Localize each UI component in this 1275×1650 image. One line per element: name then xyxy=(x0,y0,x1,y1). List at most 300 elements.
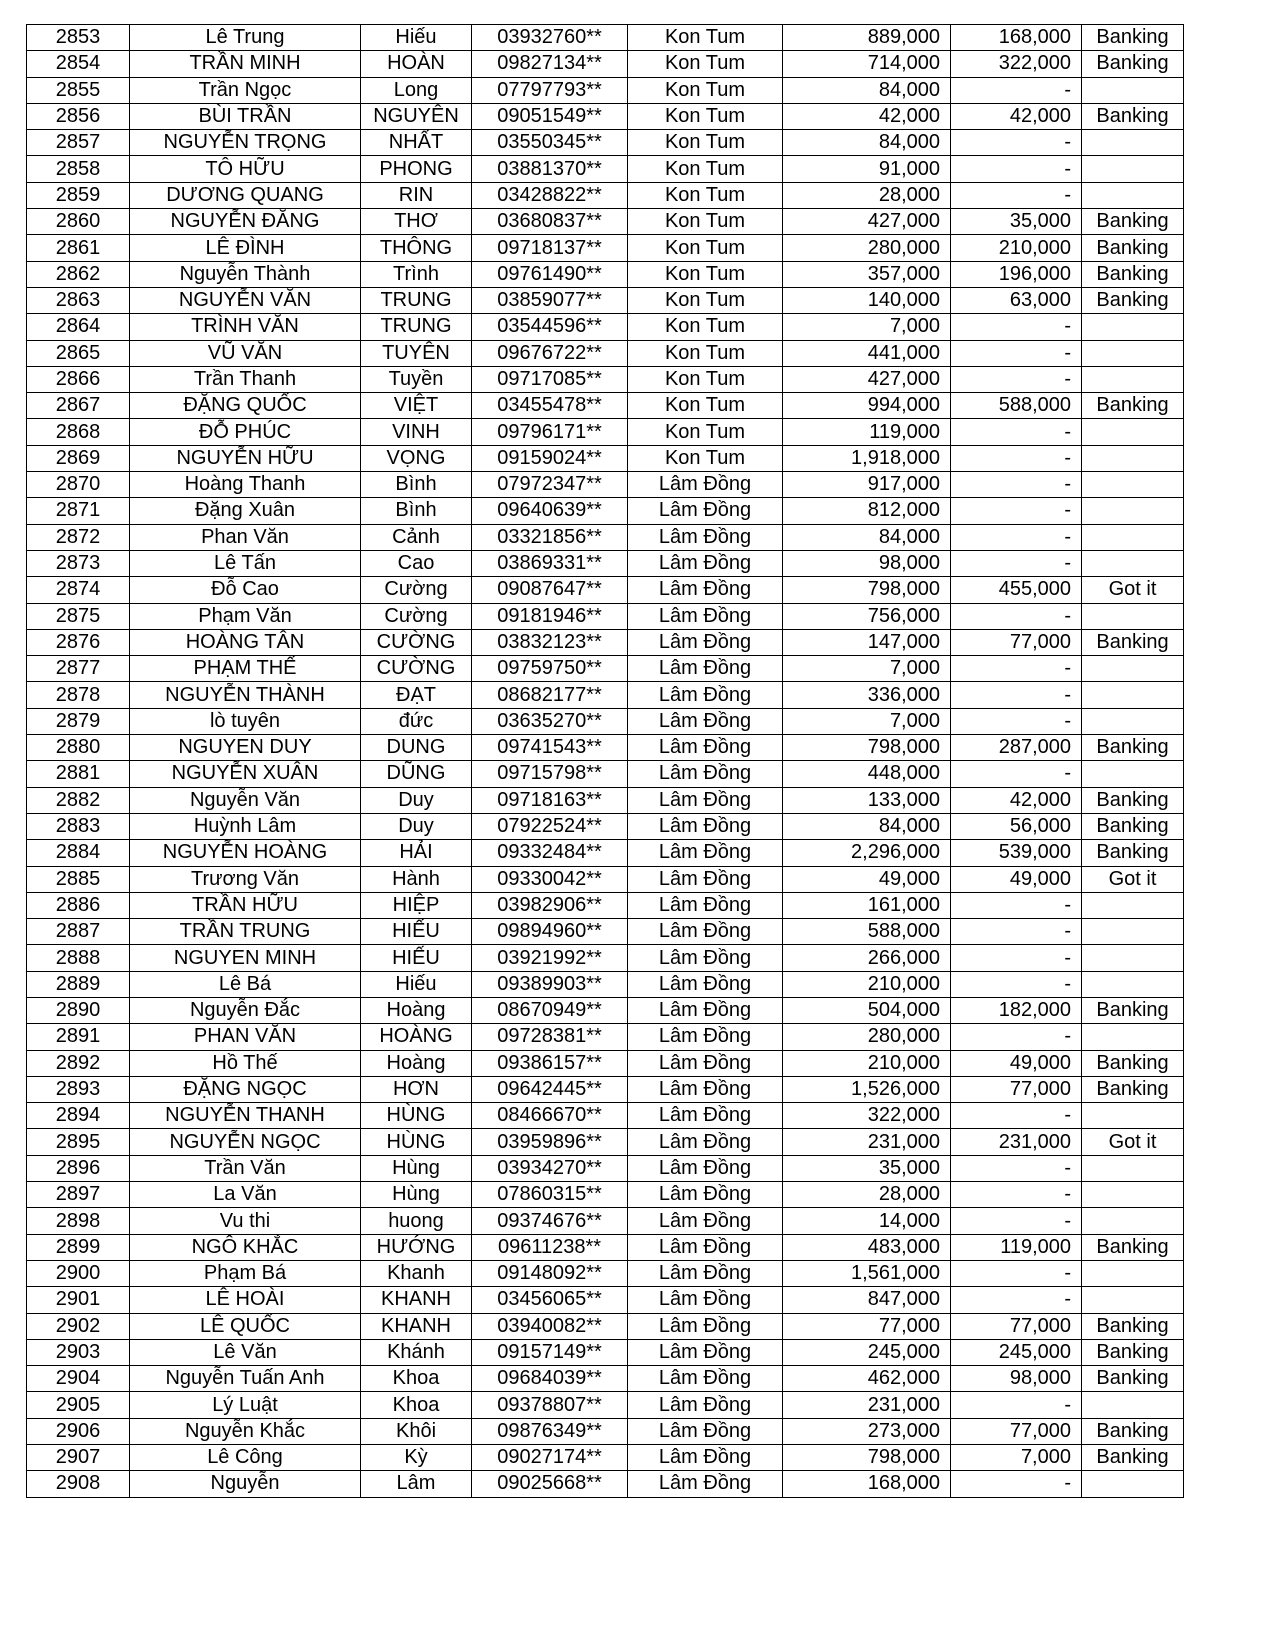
phone-cell: 09759750** xyxy=(472,656,628,682)
given-name-cell: huong xyxy=(361,1208,472,1234)
phone-cell: 07922524** xyxy=(472,813,628,839)
row-number-cell: 2881 xyxy=(27,761,130,787)
row-number-cell: 2878 xyxy=(27,682,130,708)
amount-cell: 49,000 xyxy=(783,866,951,892)
paid-amount-cell: - xyxy=(951,1471,1082,1497)
payment-method-cell xyxy=(1082,1260,1184,1286)
paid-amount-cell: - xyxy=(951,682,1082,708)
phone-cell: 09728381** xyxy=(472,1024,628,1050)
surname-cell: Trương Văn xyxy=(130,866,361,892)
amount-cell: 98,000 xyxy=(783,550,951,576)
given-name-cell: Khôi xyxy=(361,1418,472,1444)
province-cell: Kon Tum xyxy=(628,314,783,340)
paid-amount-cell: - xyxy=(951,340,1082,366)
province-cell: Kon Tum xyxy=(628,419,783,445)
given-name-cell: ĐẠT xyxy=(361,682,472,708)
amount-cell: 322,000 xyxy=(783,1103,951,1129)
table-row xyxy=(27,787,1184,813)
table-row xyxy=(27,445,1184,471)
payment-method-cell: Banking xyxy=(1082,1366,1184,1392)
paid-amount-cell: 7,000 xyxy=(951,1445,1082,1471)
table-row xyxy=(27,51,1184,77)
surname-cell: La Văn xyxy=(130,1182,361,1208)
amount-cell: 28,000 xyxy=(783,182,951,208)
payment-method-cell xyxy=(1082,472,1184,498)
row-number-cell: 2872 xyxy=(27,524,130,550)
phone-cell: 09761490** xyxy=(472,261,628,287)
payment-method-cell xyxy=(1082,1103,1184,1129)
amount-cell: 847,000 xyxy=(783,1287,951,1313)
phone-cell: 03428822** xyxy=(472,182,628,208)
row-number-cell: 2858 xyxy=(27,156,130,182)
row-number-cell: 2890 xyxy=(27,997,130,1023)
province-cell: Lâm Đồng xyxy=(628,813,783,839)
amount-cell: 336,000 xyxy=(783,682,951,708)
given-name-cell: NHẤT xyxy=(361,130,472,156)
phone-cell: 03921992** xyxy=(472,945,628,971)
phone-cell: 09389903** xyxy=(472,971,628,997)
row-number-cell: 2869 xyxy=(27,445,130,471)
payment-method-cell xyxy=(1082,945,1184,971)
table-row xyxy=(27,892,1184,918)
province-cell: Lâm Đồng xyxy=(628,787,783,813)
amount-cell: 119,000 xyxy=(783,419,951,445)
table-row xyxy=(27,1339,1184,1365)
row-number-cell: 2887 xyxy=(27,919,130,945)
table-row xyxy=(27,314,1184,340)
given-name-cell: Hành xyxy=(361,866,472,892)
row-number-cell: 2907 xyxy=(27,1445,130,1471)
surname-cell: ĐẶNG QUỐC xyxy=(130,393,361,419)
surname-cell: Lý Luật xyxy=(130,1392,361,1418)
paid-amount-cell: - xyxy=(951,314,1082,340)
table-row xyxy=(27,813,1184,839)
row-number-cell: 2892 xyxy=(27,1050,130,1076)
payment-method-cell xyxy=(1082,498,1184,524)
payment-method-cell: Banking xyxy=(1082,629,1184,655)
row-number-cell: 2859 xyxy=(27,182,130,208)
given-name-cell: Duy xyxy=(361,813,472,839)
surname-cell: ĐỖ PHÚC xyxy=(130,419,361,445)
amount-cell: 1,561,000 xyxy=(783,1260,951,1286)
amount-cell: 889,000 xyxy=(783,25,951,51)
payment-method-cell: Banking xyxy=(1082,1445,1184,1471)
given-name-cell: HIẾU xyxy=(361,919,472,945)
phone-cell: 09332484** xyxy=(472,840,628,866)
surname-cell: Phan Văn xyxy=(130,524,361,550)
table-row xyxy=(27,945,1184,971)
paid-amount-cell: 56,000 xyxy=(951,813,1082,839)
province-cell: Lâm Đồng xyxy=(628,1050,783,1076)
province-cell: Lâm Đồng xyxy=(628,1208,783,1234)
payment-method-cell xyxy=(1082,524,1184,550)
given-name-cell: Hùng xyxy=(361,1155,472,1181)
table-row xyxy=(27,472,1184,498)
given-name-cell: HẢI xyxy=(361,840,472,866)
table-row xyxy=(27,1260,1184,1286)
amount-cell: 7,000 xyxy=(783,708,951,734)
row-number-cell: 2894 xyxy=(27,1103,130,1129)
phone-cell: 09876349** xyxy=(472,1418,628,1444)
table-row xyxy=(27,209,1184,235)
table-row xyxy=(27,156,1184,182)
amount-cell: 28,000 xyxy=(783,1182,951,1208)
amount-cell: 84,000 xyxy=(783,524,951,550)
phone-cell: 09718137** xyxy=(472,235,628,261)
table-row xyxy=(27,550,1184,576)
amount-cell: 280,000 xyxy=(783,1024,951,1050)
row-number-cell: 2902 xyxy=(27,1313,130,1339)
amount-cell: 273,000 xyxy=(783,1418,951,1444)
amount-cell: 441,000 xyxy=(783,340,951,366)
surname-cell: Đỗ Cao xyxy=(130,577,361,603)
row-number-cell: 2870 xyxy=(27,472,130,498)
province-cell: Kon Tum xyxy=(628,261,783,287)
surname-cell: NGUYỄN HOÀNG xyxy=(130,840,361,866)
surname-cell: Nguyễn xyxy=(130,1471,361,1497)
paid-amount-cell: - xyxy=(951,550,1082,576)
province-cell: Lâm Đồng xyxy=(628,919,783,945)
surname-cell: NGUYỄN TRỌNG xyxy=(130,130,361,156)
row-number-cell: 2855 xyxy=(27,77,130,103)
amount-cell: 588,000 xyxy=(783,919,951,945)
payment-method-cell xyxy=(1082,761,1184,787)
paid-amount-cell: 77,000 xyxy=(951,629,1082,655)
paid-amount-cell: 77,000 xyxy=(951,1076,1082,1102)
surname-cell: PHAN VĂN xyxy=(130,1024,361,1050)
table-row xyxy=(27,682,1184,708)
payment-method-cell xyxy=(1082,130,1184,156)
surname-cell: Đặng Xuân xyxy=(130,498,361,524)
paid-amount-cell: - xyxy=(951,445,1082,471)
amount-cell: 280,000 xyxy=(783,235,951,261)
table-row xyxy=(27,1103,1184,1129)
phone-cell: 09025668** xyxy=(472,1471,628,1497)
province-cell: Lâm Đồng xyxy=(628,708,783,734)
row-number-cell: 2860 xyxy=(27,209,130,235)
phone-cell: 03940082** xyxy=(472,1313,628,1339)
table-row xyxy=(27,498,1184,524)
amount-cell: 756,000 xyxy=(783,603,951,629)
table-row xyxy=(27,997,1184,1023)
surname-cell: NGUYỄN XUÂN xyxy=(130,761,361,787)
payment-method-cell xyxy=(1082,1155,1184,1181)
amount-cell: 210,000 xyxy=(783,1050,951,1076)
province-cell: Lâm Đồng xyxy=(628,629,783,655)
table-row xyxy=(27,1155,1184,1181)
amount-cell: 147,000 xyxy=(783,629,951,655)
amount-cell: 357,000 xyxy=(783,261,951,287)
table-row xyxy=(27,1418,1184,1444)
table-row xyxy=(27,656,1184,682)
row-number-cell: 2868 xyxy=(27,419,130,445)
payment-method-cell xyxy=(1082,156,1184,182)
phone-cell: 09894960** xyxy=(472,919,628,945)
given-name-cell: VỌNG xyxy=(361,445,472,471)
province-cell: Lâm Đồng xyxy=(628,1155,783,1181)
paid-amount-cell: - xyxy=(951,1103,1082,1129)
phone-cell: 09386157** xyxy=(472,1050,628,1076)
phone-cell: 03859077** xyxy=(472,287,628,313)
province-cell: Kon Tum xyxy=(628,25,783,51)
given-name-cell: HƯỚNG xyxy=(361,1234,472,1260)
amount-cell: 2,296,000 xyxy=(783,840,951,866)
given-name-cell: THƠ xyxy=(361,209,472,235)
surname-cell: NGÔ KHẮC xyxy=(130,1234,361,1260)
table-row xyxy=(27,1076,1184,1102)
table-row xyxy=(27,182,1184,208)
table-row xyxy=(27,919,1184,945)
province-cell: Lâm Đồng xyxy=(628,1129,783,1155)
payment-method-cell: Banking xyxy=(1082,1418,1184,1444)
paid-amount-cell: 539,000 xyxy=(951,840,1082,866)
province-cell: Lâm Đồng xyxy=(628,945,783,971)
payment-method-cell: Banking xyxy=(1082,1313,1184,1339)
given-name-cell: NGUYÊN xyxy=(361,103,472,129)
province-cell: Kon Tum xyxy=(628,393,783,419)
payment-method-cell: Banking xyxy=(1082,51,1184,77)
paid-amount-cell: 42,000 xyxy=(951,787,1082,813)
payment-method-cell xyxy=(1082,603,1184,629)
paid-amount-cell: 588,000 xyxy=(951,393,1082,419)
surname-cell: NGUYEN DUY xyxy=(130,735,361,761)
paid-amount-cell: 210,000 xyxy=(951,235,1082,261)
phone-cell: 03881370** xyxy=(472,156,628,182)
payment-method-cell xyxy=(1082,314,1184,340)
given-name-cell: Duy xyxy=(361,787,472,813)
given-name-cell: Cường xyxy=(361,603,472,629)
payment-method-cell: Banking xyxy=(1082,261,1184,287)
phone-cell: 03869331** xyxy=(472,550,628,576)
payment-method-cell xyxy=(1082,1392,1184,1418)
province-cell: Kon Tum xyxy=(628,130,783,156)
payment-method-cell: Banking xyxy=(1082,1050,1184,1076)
surname-cell: VŨ VĂN xyxy=(130,340,361,366)
paid-amount-cell: - xyxy=(951,1182,1082,1208)
surname-cell: PHẠM THẾ xyxy=(130,656,361,682)
row-number-cell: 2864 xyxy=(27,314,130,340)
payment-method-cell xyxy=(1082,366,1184,392)
amount-cell: 1,526,000 xyxy=(783,1076,951,1102)
surname-cell: LÊ ĐÌNH xyxy=(130,235,361,261)
table-row xyxy=(27,366,1184,392)
table-row xyxy=(27,25,1184,51)
payment-method-cell xyxy=(1082,445,1184,471)
paid-amount-cell: 168,000 xyxy=(951,25,1082,51)
paid-amount-cell: - xyxy=(951,77,1082,103)
payment-method-cell xyxy=(1082,550,1184,576)
row-number-cell: 2875 xyxy=(27,603,130,629)
payment-method-cell xyxy=(1082,340,1184,366)
row-number-cell: 2867 xyxy=(27,393,130,419)
paid-amount-cell: - xyxy=(951,1208,1082,1234)
given-name-cell: Hùng xyxy=(361,1182,472,1208)
amount-cell: 7,000 xyxy=(783,314,951,340)
payment-method-cell: Banking xyxy=(1082,735,1184,761)
table-row xyxy=(27,708,1184,734)
province-cell: Lâm Đồng xyxy=(628,1418,783,1444)
surname-cell: Nguyễn Tuấn Anh xyxy=(130,1366,361,1392)
row-number-cell: 2897 xyxy=(27,1182,130,1208)
amount-cell: 231,000 xyxy=(783,1392,951,1418)
paid-amount-cell: 49,000 xyxy=(951,866,1082,892)
paid-amount-cell: - xyxy=(951,656,1082,682)
amount-cell: 994,000 xyxy=(783,393,951,419)
surname-cell: TRẦN MINH xyxy=(130,51,361,77)
table-row xyxy=(27,603,1184,629)
table-row xyxy=(27,840,1184,866)
paid-amount-cell: 196,000 xyxy=(951,261,1082,287)
row-number-cell: 2901 xyxy=(27,1287,130,1313)
province-cell: Lâm Đồng xyxy=(628,577,783,603)
given-name-cell: TRUNG xyxy=(361,287,472,313)
row-number-cell: 2862 xyxy=(27,261,130,287)
phone-cell: 03932760** xyxy=(472,25,628,51)
row-number-cell: 2876 xyxy=(27,629,130,655)
row-number-cell: 2873 xyxy=(27,550,130,576)
surname-cell: Hoàng Thanh xyxy=(130,472,361,498)
surname-cell: NGUYỄN THANH xyxy=(130,1103,361,1129)
province-cell: Lâm Đồng xyxy=(628,997,783,1023)
province-cell: Kon Tum xyxy=(628,103,783,129)
table-row xyxy=(27,1287,1184,1313)
given-name-cell: KHANH xyxy=(361,1287,472,1313)
table-row xyxy=(27,1366,1184,1392)
given-name-cell: Kỳ xyxy=(361,1445,472,1471)
surname-cell: Lê Bá xyxy=(130,971,361,997)
surname-cell: Phạm Bá xyxy=(130,1260,361,1286)
paid-amount-cell: - xyxy=(951,1287,1082,1313)
payment-method-cell xyxy=(1082,1471,1184,1497)
table-row xyxy=(27,1182,1184,1208)
amount-cell: 812,000 xyxy=(783,498,951,524)
province-cell: Kon Tum xyxy=(628,235,783,261)
amount-cell: 161,000 xyxy=(783,892,951,918)
province-cell: Lâm Đồng xyxy=(628,1287,783,1313)
paid-amount-cell: 182,000 xyxy=(951,997,1082,1023)
paid-amount-cell: - xyxy=(951,524,1082,550)
row-number-cell: 2879 xyxy=(27,708,130,734)
paid-amount-cell: 77,000 xyxy=(951,1418,1082,1444)
amount-cell: 42,000 xyxy=(783,103,951,129)
row-number-cell: 2896 xyxy=(27,1155,130,1181)
surname-cell: Nguyễn Khắc xyxy=(130,1418,361,1444)
row-number-cell: 2871 xyxy=(27,498,130,524)
phone-cell: 03550345** xyxy=(472,130,628,156)
row-number-cell: 2895 xyxy=(27,1129,130,1155)
province-cell: Lâm Đồng xyxy=(628,1260,783,1286)
row-number-cell: 2906 xyxy=(27,1418,130,1444)
amount-cell: 7,000 xyxy=(783,656,951,682)
row-number-cell: 2899 xyxy=(27,1234,130,1260)
surname-cell: ĐẶNG NGỌC xyxy=(130,1076,361,1102)
phone-cell: 09087647** xyxy=(472,577,628,603)
surname-cell: Hồ Thế xyxy=(130,1050,361,1076)
given-name-cell: Hiếu xyxy=(361,25,472,51)
row-number-cell: 2908 xyxy=(27,1471,130,1497)
paid-amount-cell: - xyxy=(951,1260,1082,1286)
phone-cell: 09715798** xyxy=(472,761,628,787)
table-row xyxy=(27,1208,1184,1234)
amount-cell: 35,000 xyxy=(783,1155,951,1181)
payment-method-cell xyxy=(1082,182,1184,208)
given-name-cell: VIỆT xyxy=(361,393,472,419)
surname-cell: Lê Công xyxy=(130,1445,361,1471)
given-name-cell: Khanh xyxy=(361,1260,472,1286)
row-number-cell: 2877 xyxy=(27,656,130,682)
province-cell: Lâm Đồng xyxy=(628,1234,783,1260)
phone-cell: 08682177** xyxy=(472,682,628,708)
amount-cell: 483,000 xyxy=(783,1234,951,1260)
surname-cell: NGUYỄN THÀNH xyxy=(130,682,361,708)
payment-method-cell: Banking xyxy=(1082,1076,1184,1102)
table-row xyxy=(27,971,1184,997)
given-name-cell: HÙNG xyxy=(361,1129,472,1155)
payment-method-cell: Banking xyxy=(1082,1339,1184,1365)
phone-cell: 09640639** xyxy=(472,498,628,524)
given-name-cell: CƯỜNG xyxy=(361,629,472,655)
surname-cell: Lê Trung xyxy=(130,25,361,51)
surname-cell: Vu thi xyxy=(130,1208,361,1234)
payment-method-cell xyxy=(1082,1024,1184,1050)
payment-method-cell xyxy=(1082,892,1184,918)
province-cell: Lâm Đồng xyxy=(628,1024,783,1050)
table-row xyxy=(27,1050,1184,1076)
surname-cell: TRÌNH VĂN xyxy=(130,314,361,340)
row-number-cell: 2888 xyxy=(27,945,130,971)
province-cell: Lâm Đồng xyxy=(628,498,783,524)
paid-amount-cell: 98,000 xyxy=(951,1366,1082,1392)
province-cell: Lâm Đồng xyxy=(628,472,783,498)
given-name-cell: HOÀNG xyxy=(361,1024,472,1050)
province-cell: Kon Tum xyxy=(628,77,783,103)
surname-cell: TRẦN TRUNG xyxy=(130,919,361,945)
phone-cell: 09796171** xyxy=(472,419,628,445)
province-cell: Kon Tum xyxy=(628,445,783,471)
surname-cell: TÔ HỮU xyxy=(130,156,361,182)
paid-amount-cell: - xyxy=(951,419,1082,445)
given-name-cell: Cường xyxy=(361,577,472,603)
payment-method-cell xyxy=(1082,919,1184,945)
given-name-cell: Cảnh xyxy=(361,524,472,550)
row-number-cell: 2884 xyxy=(27,840,130,866)
phone-cell: 03635270** xyxy=(472,708,628,734)
table-row xyxy=(27,419,1184,445)
row-number-cell: 2885 xyxy=(27,866,130,892)
surname-cell: TRẦN HỮU xyxy=(130,892,361,918)
surname-cell: Lê Văn xyxy=(130,1339,361,1365)
payment-method-cell: Banking xyxy=(1082,787,1184,813)
table-row xyxy=(27,1445,1184,1471)
amount-cell: 210,000 xyxy=(783,971,951,997)
row-number-cell: 2863 xyxy=(27,287,130,313)
paid-amount-cell: 77,000 xyxy=(951,1313,1082,1339)
table-row xyxy=(27,287,1184,313)
phone-cell: 07797793** xyxy=(472,77,628,103)
phone-cell: 09027174** xyxy=(472,1445,628,1471)
amount-cell: 77,000 xyxy=(783,1313,951,1339)
row-number-cell: 2866 xyxy=(27,366,130,392)
paid-amount-cell: 119,000 xyxy=(951,1234,1082,1260)
amount-cell: 245,000 xyxy=(783,1339,951,1365)
phone-cell: 09051549** xyxy=(472,103,628,129)
province-cell: Kon Tum xyxy=(628,209,783,235)
given-name-cell: HƠN xyxy=(361,1076,472,1102)
amount-cell: 84,000 xyxy=(783,130,951,156)
province-cell: Lâm Đồng xyxy=(628,1339,783,1365)
surname-cell: Trần Văn xyxy=(130,1155,361,1181)
row-number-cell: 2893 xyxy=(27,1076,130,1102)
